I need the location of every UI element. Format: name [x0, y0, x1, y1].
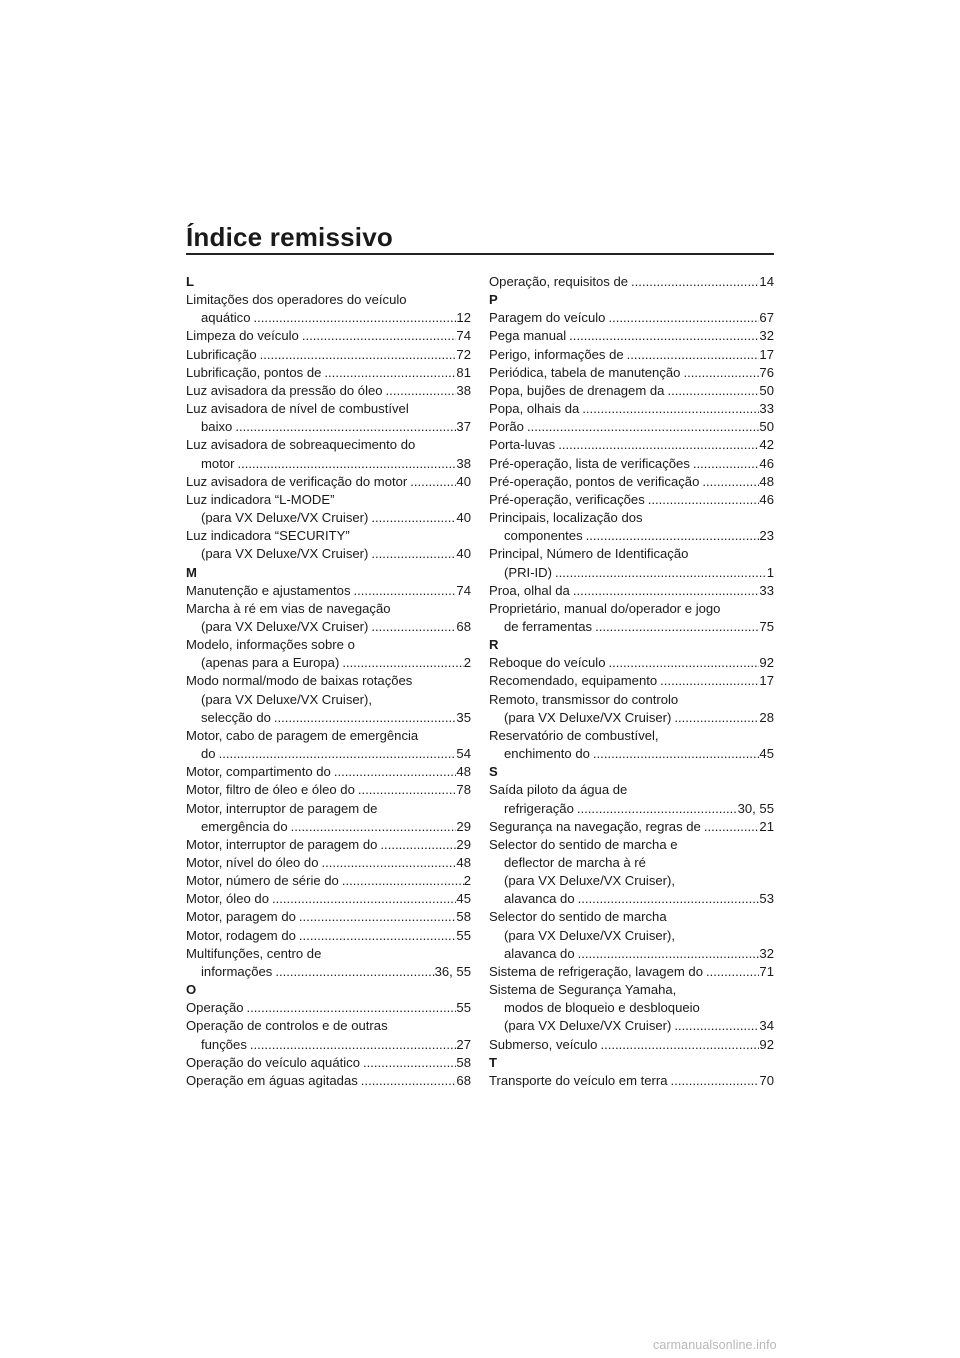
entry-text: (para VX Deluxe/VX Cruiser) [201, 510, 369, 526]
entry-text: Motor, cabo de paragem de emergência [186, 727, 419, 743]
page-number: 32 [759, 945, 774, 961]
page-number: 67 [759, 310, 774, 326]
dot-leader [368, 618, 456, 636]
entry-text: Motor, interruptor de paragem do [186, 836, 378, 852]
dot-leader [351, 582, 457, 600]
entry-text: Proa, olhal da [489, 582, 570, 598]
page-number: 30, 55 [737, 800, 774, 816]
page-number: 70 [759, 1072, 774, 1088]
index-entry [186, 473, 471, 491]
page-number: 45 [456, 891, 471, 907]
entry-text: Lubrificação, pontos de [186, 364, 322, 380]
dot-leader [339, 872, 464, 890]
dot-leader [574, 800, 738, 818]
entry-text: (para VX Deluxe/VX Cruiser) [504, 709, 672, 725]
entry-text: (para VX Deluxe/VX Cruiser) [201, 618, 369, 634]
index-entry [489, 981, 774, 1035]
index-entry [186, 582, 471, 600]
page-title: Índice remissivo [186, 222, 393, 252]
page-number: 92 [759, 655, 774, 671]
index-entry [489, 346, 774, 364]
entry-text: Remoto, transmissor do controlo [489, 691, 679, 707]
index-entry [186, 836, 471, 854]
index-entry [489, 1036, 774, 1054]
index-entry [489, 582, 774, 600]
index-entry [186, 1054, 471, 1072]
page-number: 17 [759, 346, 774, 362]
dot-leader [234, 455, 456, 473]
dot-leader [657, 672, 759, 690]
index-entry [186, 872, 471, 890]
dot-leader [668, 1072, 760, 1090]
entry-text: Limitações dos operadores do veículo [186, 292, 407, 308]
entry-text: Porta-luvas [489, 437, 556, 453]
dot-leader [671, 1017, 759, 1035]
entry-text: funções [201, 1036, 247, 1052]
index-entry [489, 273, 774, 291]
entry-text: Lubrificação [186, 346, 257, 362]
entry-text: Motor, compartimento do [186, 764, 331, 780]
entry-text: Selector do sentido de marcha e [489, 836, 678, 852]
page-number: 12 [456, 310, 471, 326]
dot-leader [331, 763, 457, 781]
page-number: 71 [759, 963, 774, 979]
dot-leader [368, 509, 456, 527]
index-entry [489, 327, 774, 345]
dot-leader [271, 709, 457, 727]
page-number: 50 [759, 419, 774, 435]
dot-leader [690, 455, 760, 473]
entry-text: (PRI-ID) [504, 564, 553, 580]
page-number: 36, 55 [434, 963, 471, 979]
entry-text: Motor, nível do óleo do [186, 855, 319, 870]
dot-leader [570, 582, 760, 600]
dot-leader [358, 1072, 457, 1090]
entry-text: Paragem do veículo [489, 310, 606, 326]
dot-leader [377, 836, 456, 854]
entry-text: Manutenção e ajustamentos [186, 582, 351, 598]
page-number: 40 [456, 546, 471, 562]
dot-leader [299, 327, 457, 345]
entry-text: Pega manual [489, 328, 567, 344]
dot-leader [575, 945, 760, 963]
page-number: 55 [456, 1000, 471, 1016]
index-entry [489, 545, 774, 581]
entry-text: Reboque do veículo [489, 655, 606, 671]
page-number: 23 [759, 528, 774, 544]
entry-text: Limpeza do veículo [186, 328, 299, 344]
entry-text: Submerso, veículo [489, 1036, 598, 1052]
index-entry [186, 400, 471, 436]
entry-text: Luz avisadora de nível de combustível [186, 401, 409, 417]
section-letter: L [186, 274, 194, 289]
dot-leader [318, 854, 456, 872]
index-entry [186, 999, 471, 1017]
entry-text: Porão [489, 419, 524, 435]
index-entry [186, 727, 471, 763]
entry-text: (para VX Deluxe/VX Cruiser), [201, 691, 373, 707]
dot-leader [592, 618, 759, 636]
dot-leader [645, 491, 760, 509]
entry-text: Motor, interruptor de paragem de [186, 800, 378, 816]
page-number: 37 [456, 419, 471, 435]
page-number: 75 [759, 618, 774, 634]
index-entry [186, 672, 471, 726]
page-number: 46 [759, 455, 774, 471]
page-number: 55 [456, 927, 471, 943]
index-entry [186, 781, 471, 799]
dot-leader [552, 564, 767, 582]
entry-text: alavanca do [504, 891, 575, 907]
page-number: 1 [766, 564, 774, 580]
dot-leader [699, 473, 759, 491]
page-number: 38 [456, 455, 471, 471]
entry-text: Principais, localização dos [489, 510, 643, 526]
page-number: 45 [759, 746, 774, 762]
page-number: 21 [759, 818, 774, 834]
entry-text: Segurança na navegação, regras de [489, 818, 701, 834]
entry-text: Pré-operação, verificações [489, 491, 645, 507]
entry-text: refrigeração [504, 800, 574, 816]
section-letter: S [489, 764, 498, 780]
entry-text: alavanca do [504, 945, 575, 961]
index-entry [186, 346, 471, 364]
entry-text: Periódica, tabela de manutenção [489, 364, 681, 380]
entry-text: Principal, Número de Identificação [489, 546, 689, 562]
entry-text: Recomendado, equipamento [489, 673, 658, 689]
page-number: 54 [456, 746, 471, 762]
dot-leader [360, 1054, 456, 1072]
entry-text: Marcha à ré em vias de navegação [186, 600, 391, 616]
entry-text: Proprietário, manual do/operador e jogo [489, 600, 721, 616]
page-number: 76 [759, 364, 774, 380]
dot-leader [590, 745, 760, 763]
index-entry [489, 509, 774, 545]
entry-text: aquático [201, 310, 251, 326]
page-number: 92 [759, 1036, 774, 1052]
entry-text: Luz avisadora de sobreaquecimento do [186, 437, 416, 453]
dot-leader [566, 327, 759, 345]
dot-leader [583, 527, 760, 545]
section-letter: P [489, 292, 498, 308]
page-number: 2 [463, 873, 471, 889]
dot-leader [605, 654, 759, 672]
dot-leader [368, 545, 456, 563]
entry-text: Operação [186, 1000, 244, 1016]
entry-text: Sistema de refrigeração, lavagem do [489, 963, 703, 979]
index-entry [489, 654, 774, 672]
page-number: 40 [456, 510, 471, 526]
index-entry [186, 527, 471, 563]
entry-text: Saída piloto da água de [489, 782, 628, 798]
page-number: 53 [759, 891, 774, 907]
dot-leader [339, 654, 463, 672]
dot-leader [244, 999, 457, 1017]
page-number: 72 [456, 346, 471, 362]
index-entry [489, 672, 774, 690]
index-entry [489, 1072, 774, 1090]
entry-text: Luz indicadora “SECURITY” [186, 528, 350, 544]
dot-leader [232, 418, 456, 436]
page-number: 29 [456, 818, 471, 834]
index-entry [489, 836, 774, 909]
entry-text: Popa, olhais da [489, 401, 580, 417]
entry-text: (para VX Deluxe/VX Cruiser) [504, 1018, 672, 1034]
entry-text: motor [201, 455, 235, 471]
dot-leader [355, 781, 457, 799]
entry-text: componentes [504, 528, 583, 544]
dot-leader [524, 418, 759, 436]
page-number: 2 [463, 655, 471, 671]
index-entry [186, 491, 471, 527]
dot-leader [575, 890, 760, 908]
entry-text: Pré-operação, lista de verificações [489, 455, 690, 471]
page-number: 38 [456, 382, 471, 398]
entry-text: Motor, filtro de óleo e óleo do [186, 782, 355, 798]
entry-text: (para VX Deluxe/VX Cruiser), [504, 873, 676, 889]
index-entry [489, 418, 774, 436]
page-number: 32 [759, 328, 774, 344]
entry-text: Motor, número de série do [186, 873, 339, 889]
page-number: 33 [759, 401, 774, 417]
entry-text: Reservatório de combustível, [489, 727, 659, 743]
entry-text: (apenas para a Europa) [201, 655, 340, 671]
entry-text: deflector de marcha à ré [504, 855, 646, 870]
watermark: carmanualsonline.info [653, 1338, 777, 1352]
index-entry [186, 1017, 471, 1053]
index-entry [489, 727, 774, 763]
index-entry [489, 455, 774, 473]
index-entry [186, 927, 471, 945]
index-entry [489, 491, 774, 509]
entry-text: Motor, paragem do [186, 909, 296, 925]
page-number: 74 [456, 328, 471, 344]
entry-text: Modo normal/modo de baixas rotações [186, 673, 413, 689]
index-entry [489, 400, 774, 418]
entry-text: Transporte do veículo em terra [489, 1072, 668, 1088]
index-entry [186, 600, 471, 636]
index-entry [186, 908, 471, 926]
index-entry [186, 291, 471, 327]
entry-text: Sistema de Segurança Yamaha, [489, 982, 677, 998]
dot-leader [296, 927, 457, 945]
dot-leader [703, 963, 759, 981]
page-number: 29 [456, 836, 471, 852]
index-entry [186, 382, 471, 400]
dot-leader [624, 346, 760, 364]
entry-text: Operação do veículo aquático [186, 1054, 360, 1070]
index-entry [186, 636, 471, 672]
entry-text: emergência do [201, 818, 288, 834]
dot-leader [272, 963, 434, 981]
section-letter: T [489, 1054, 497, 1070]
page-number: 58 [456, 909, 471, 925]
dot-leader [579, 400, 759, 418]
dot-leader [701, 818, 760, 836]
section-letter: O [186, 982, 197, 998]
index-entry [489, 781, 774, 817]
entry-text: Popa, bujões de drenagem da [489, 382, 665, 398]
page-number: 68 [456, 618, 471, 634]
entry-text: Operação, requisitos de [489, 274, 629, 289]
page-number: 74 [456, 582, 471, 598]
index-entry [489, 600, 774, 636]
index-entry [186, 364, 471, 382]
dot-leader [664, 382, 759, 400]
dot-leader [383, 382, 457, 400]
index-entry [186, 1072, 471, 1090]
index-entry [489, 473, 774, 491]
entry-text: selecção do [201, 709, 271, 725]
index-entry [186, 854, 471, 872]
title-underline [186, 253, 774, 255]
section-letter: M [186, 564, 197, 580]
page-number: 42 [759, 437, 774, 453]
dot-leader [247, 1036, 457, 1054]
page-number: 33 [759, 582, 774, 598]
index-entry [489, 436, 774, 454]
dot-leader [251, 309, 457, 327]
page-number: 34 [759, 1018, 774, 1034]
entry-text: (para VX Deluxe/VX Cruiser) [201, 546, 369, 562]
entry-text: Luz avisadora da pressão do óleo [186, 382, 383, 398]
entry-text: Luz avisadora de verificação do motor [186, 473, 408, 489]
page-number: 78 [456, 782, 471, 798]
dot-leader [605, 309, 759, 327]
page-number: 40 [456, 473, 471, 489]
entry-text: do [201, 746, 216, 762]
dot-leader [216, 745, 457, 763]
index-entry [186, 945, 471, 981]
dot-leader [288, 818, 457, 836]
page-number: 46 [759, 491, 774, 507]
page-number: 14 [759, 274, 774, 289]
page-number: 27 [456, 1036, 471, 1052]
dot-leader [407, 473, 456, 491]
index-entry [489, 963, 774, 981]
index-entry [489, 309, 774, 327]
page-number: 48 [759, 473, 774, 489]
page-number: 48 [456, 764, 471, 780]
entry-text: Modelo, informações sobre o [186, 637, 355, 653]
page-number: 48 [456, 855, 471, 870]
entry-text: informações [201, 963, 273, 979]
index-entry [186, 800, 471, 836]
entry-text: Luz indicadora “L-MODE” [186, 491, 335, 507]
index-column-left [186, 273, 471, 1090]
index-entry [489, 364, 774, 382]
index-entry [186, 436, 471, 472]
index-entry [186, 327, 471, 345]
entry-text: baixo [201, 419, 233, 435]
dot-leader [321, 364, 456, 382]
page-number: 58 [456, 1054, 471, 1070]
entry-text: Motor, óleo do [186, 891, 269, 907]
index-column-right [489, 273, 774, 1090]
entry-text: modos de bloqueio e desbloqueio [504, 1000, 700, 1016]
entry-text: Perigo, informações de [489, 346, 624, 362]
entry-text: Selector do sentido de marcha [489, 909, 667, 925]
page-number: 68 [456, 1072, 471, 1088]
entry-text: enchimento do [504, 746, 590, 762]
index-entry [186, 890, 471, 908]
entry-text: Multifunções, centro de [186, 945, 322, 961]
index-entry [489, 691, 774, 727]
dot-leader [680, 364, 759, 382]
index-entry [489, 818, 774, 836]
entry-text: Pré-operação, pontos de verificação [489, 473, 700, 489]
index-entry [489, 382, 774, 400]
dot-leader [257, 346, 457, 364]
page-number: 50 [759, 382, 774, 398]
entry-text: Operação em águas agitadas [186, 1072, 358, 1088]
page-number: 35 [456, 709, 471, 725]
entry-text: (para VX Deluxe/VX Cruiser), [504, 927, 676, 943]
dot-leader [555, 436, 759, 454]
dot-leader [269, 890, 456, 908]
entry-text: Motor, rodagem do [186, 927, 296, 943]
page-number: 81 [456, 364, 471, 380]
entry-text: de ferramentas [504, 618, 593, 634]
dot-leader [597, 1036, 759, 1054]
dot-leader [628, 273, 759, 291]
index-entry [489, 908, 774, 962]
section-letter: R [489, 637, 499, 653]
page-number: 17 [759, 673, 774, 689]
dot-leader [671, 709, 759, 727]
entry-text: Operação de controlos e de outras [186, 1018, 388, 1034]
index-entry [186, 763, 471, 781]
page-number: 28 [759, 709, 774, 725]
dot-leader [296, 908, 457, 926]
